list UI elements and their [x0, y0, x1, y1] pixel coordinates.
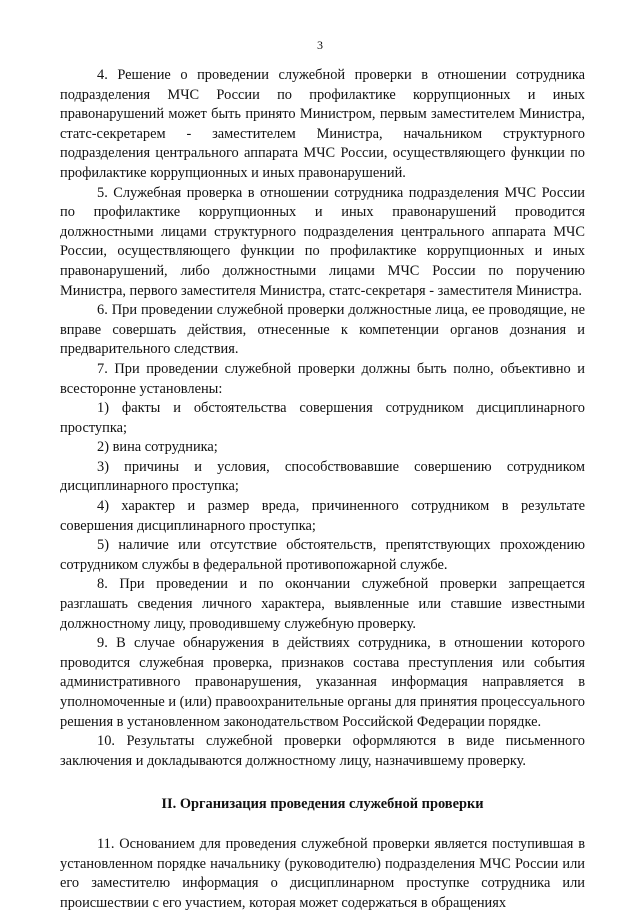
paragraph-4: 4. Решение о проведении служебной проверки в отношении сотрудника подразделения МЧС России по профилактике коррупционных и иных правонарушений может быть принято Министром, первым заместителем Министра, статс-секретарем - заместителем Министра, начальником структурного подразделения центрального аппарата МЧС России, осуществляющего функции по профилактике коррупционных и иных правонарушений.	[60, 67, 585, 181]
paragraph-10: 10. Результаты служебной проверки оформляются в виде письменного заключения и докладываются должностному лицу, назначившему проверку.	[60, 733, 585, 769]
list-item-5: 5) наличие или отсутствие обстоятельств, препятствующих прохождению сотрудником службы в федеральной противопожарной службе.	[60, 537, 585, 573]
paragraph-9: 9. В случае обнаружения в действиях сотрудника, в отношении которого проводится служебная проверка, признаков состава преступления или события административного правонарушения, указанная информация направляется в уполномоченные и (или) правоохранительные органы для принятия процессуального решения в установленном законодательством Российской Федерации порядке.	[60, 635, 585, 730]
page-number: 3	[317, 38, 323, 52]
list-item-4: 4) характер и размер вреда, причиненного сотрудником в результате совершения дисциплинарного проступка;	[60, 498, 585, 534]
paragraph-6: 6. При проведении служебной проверки должностные лица, ее проводящие, не вправе совершать действия, отнесенные к компетенции органов дознания и предварительного следствия.	[60, 302, 585, 358]
section-heading: II. Организация проведения служебной проверки	[161, 796, 484, 813]
list-item-3: 3) причины и условия, способствовавшие совершению сотрудником дисциплинарного проступка;	[60, 458, 585, 495]
paragraph-8: 8. При проведении и по окончании служебной проверки запрещается разглашать сведения личного характера, выявленные или ставшие известными должностному лицу, проводившему служебную проверку.	[60, 576, 585, 632]
document-body	[60, 66, 585, 913]
paragraph-7: 7. При проведении служебной проверки должны быть полно, объективно и всесторонне установлены:	[60, 360, 585, 397]
list-item-2: 2) вина сотрудника;	[97, 439, 218, 456]
paragraph-5: 5. Служебная проверка в отношении сотрудника подразделения МЧС России по профилактике коррупционных и иных правонарушений проводится должностными лицами структурного подразделения центрального аппарата МЧС России, осуществляющего функции по профилактике коррупционных и иных правонарушений, либо должностными лицами МЧС России по поручению Министра, первого заместителя Министра, статс-секретаря - заместителя Министра.	[60, 184, 585, 299]
list-item-1: 1) факты и обстоятельства совершения сотрудником дисциплинарного проступка;	[60, 400, 585, 436]
paragraph-11: 11. Основанием для проведения служебной проверки является поступившая в установленном порядке начальнику (руководителю) подразделения МЧС России или его заместителю информация о дисциплинарном проступке сотрудника или происшествии с его участием, которая может содержаться в обращениях	[60, 835, 585, 911]
